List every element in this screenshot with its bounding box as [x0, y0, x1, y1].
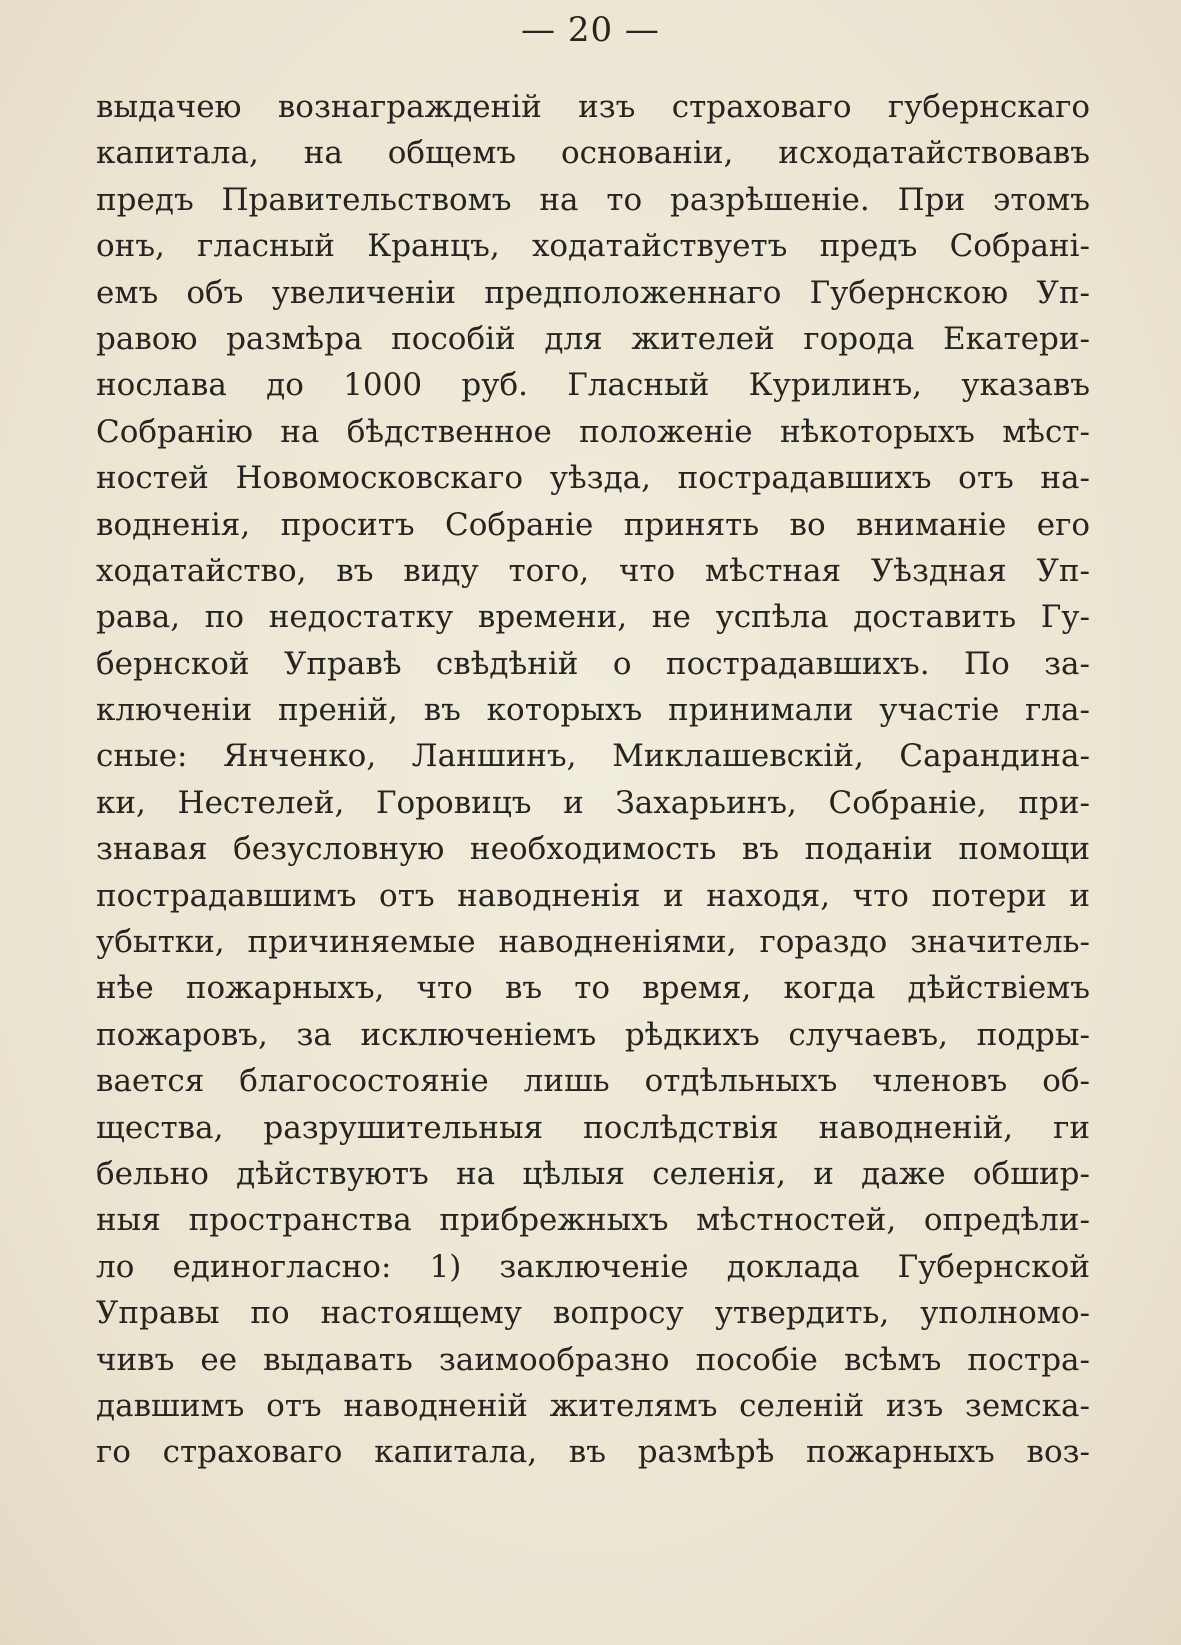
text-line: ло единогласно: 1) заключеніе доклада Губернской — [96, 1248, 1090, 1285]
text-line: Собранію на бѣдственное положеніе нѣкоторыхъ мѣст- — [96, 413, 1090, 450]
text-line: емъ объ увеличеніи предположеннаго Губернскою Уп- — [96, 274, 1090, 311]
text-line: рава, по недостатку времени, не успѣла доставить Гу- — [96, 599, 1090, 636]
text-line: сные: Янченко, Ланшинъ, Миклашевскій, Сарандина- — [96, 738, 1090, 775]
text-line: капитала, на общемъ основаніи, исходатайствовавъ — [96, 135, 1090, 172]
text-line: ныя пространства прибрежныхъ мѣстностей, опредѣли- — [96, 1202, 1090, 1239]
text-line: вается благосостояніе лишь отдѣльныхъ членовъ об- — [96, 1063, 1090, 1100]
text-line: пожаровъ, за исключеніемъ рѣдкихъ случаевъ, подры- — [96, 1016, 1090, 1053]
text-line: бернской Управѣ свѣдѣній о пострадавшихъ. По за- — [96, 645, 1090, 682]
text-line: щества, разрушительныя послѣдствія наводненій, ги — [96, 1109, 1090, 1146]
text-line: знавая безусловную необходимость въ поданіи помощи — [96, 831, 1090, 868]
text-line: онъ, гласный Кранцъ, ходатайствуетъ предъ Собрані- — [96, 228, 1090, 265]
text-line: го страховаго капитала, въ размѣрѣ пожарныхъ воз- — [96, 1434, 1090, 1471]
text-line: равою размѣра пособій для жителей города Екатери- — [96, 320, 1090, 357]
text-line: ностей Новомосковскаго уѣзда, пострадавшихъ отъ на- — [96, 460, 1090, 497]
text-line: ключеніи преній, въ которыхъ принимали участіе гла- — [96, 692, 1090, 729]
text-line: давшимъ отъ наводненій жителямъ селеній изъ земска- — [96, 1387, 1090, 1424]
text-line: убытки, причиняемые наводненіями, гораздо значитель- — [96, 924, 1090, 961]
text-line: нослава до 1000 руб. Гласный Курилинъ, указавъ — [96, 367, 1090, 404]
text-line: Управы по настоящему вопросу утвердить, уполномо- — [96, 1295, 1090, 1332]
text-line: ходатайство, въ виду того, что мѣстная Уѣздная Уп- — [96, 552, 1090, 589]
page-number: — 20 — — [521, 10, 660, 50]
text-line: пострадавшимъ отъ наводненія и находя, что потери и — [96, 877, 1090, 914]
text-line: нѣе пожарныхъ, что въ то время, когда дѣйствіемъ — [96, 970, 1090, 1007]
text-line: выдачею вознагражденій изъ страховаго губернскаго — [96, 89, 1090, 125]
text-line: бельно дѣйствуютъ на цѣлыя селенія, и даже обшир- — [96, 1155, 1090, 1192]
text-line: чивъ ее выдавать заимообразно пособіе всѣмъ постра- — [96, 1341, 1090, 1378]
text-line: предъ Правительствомъ на то разрѣшеніе. При этомъ — [96, 181, 1090, 218]
text-line: ки, Нестелей, Горовицъ и Захарьинъ, Собраніе, при- — [96, 784, 1090, 821]
text-line: водненія, проситъ Собраніе принять во вниманіе его — [96, 506, 1090, 543]
body-text — [96, 84, 1090, 1476]
